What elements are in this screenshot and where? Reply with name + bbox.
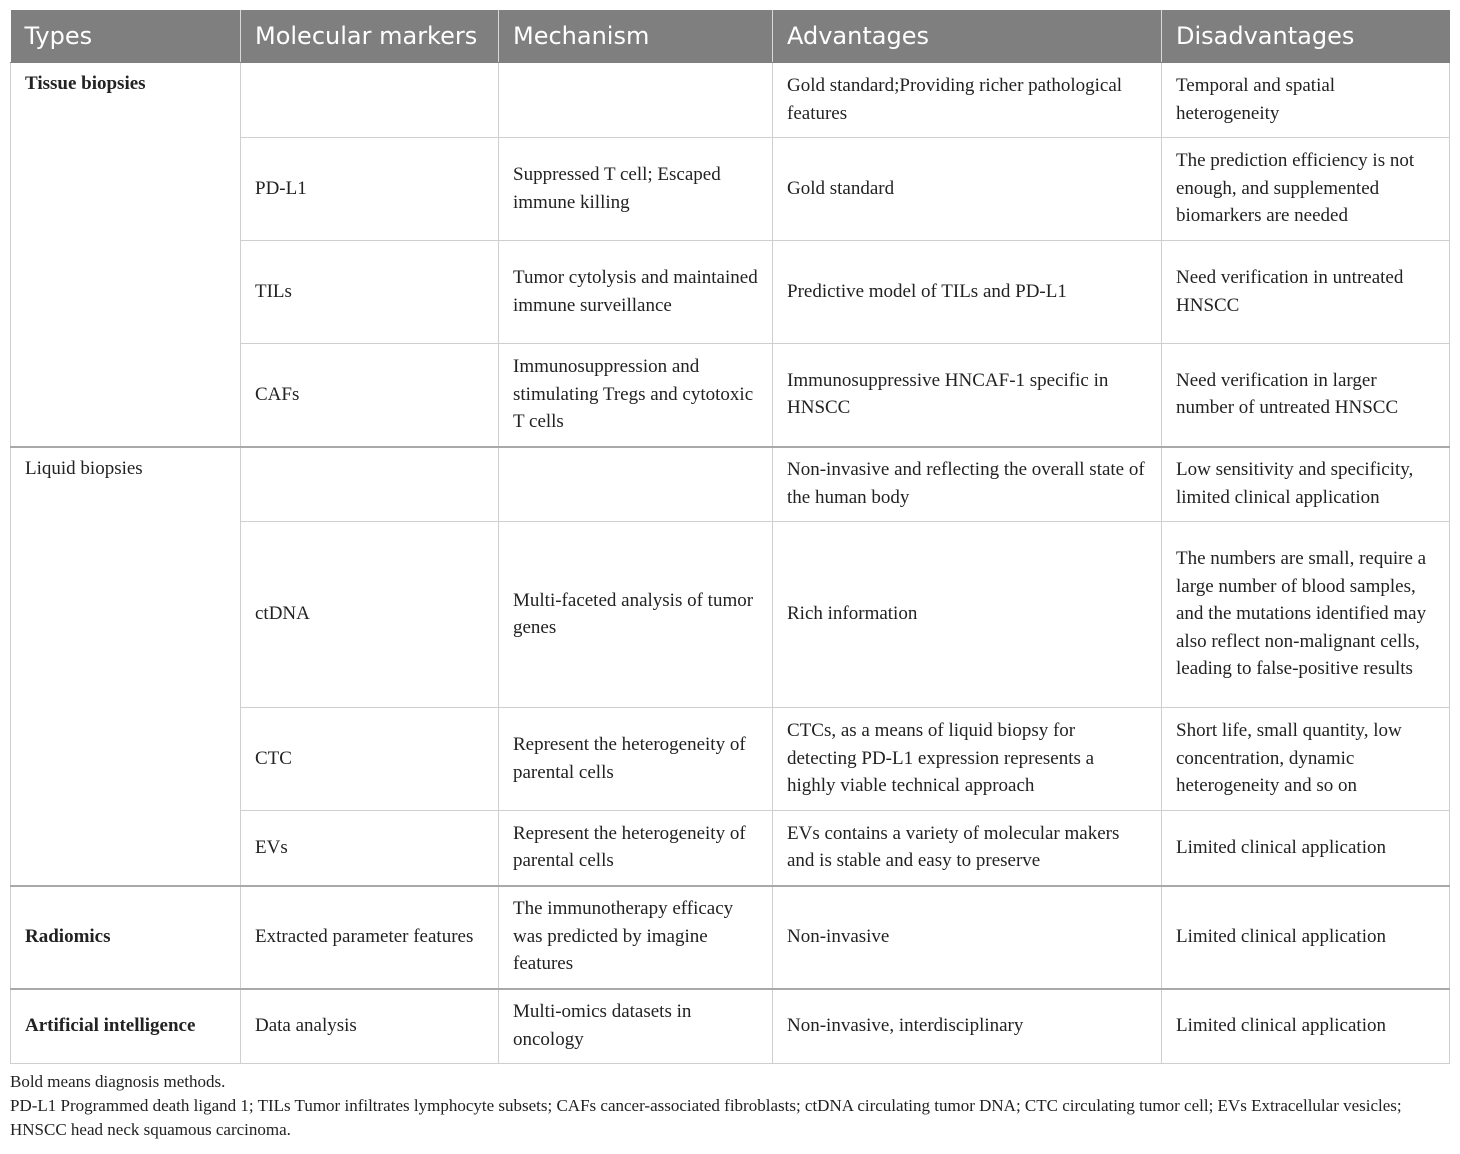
disadvantages-cell: Temporal and spatial heterogeneity bbox=[1162, 63, 1450, 138]
advantages-cell: Immunosuppressive HNCAF-1 specific in HNSCC bbox=[773, 344, 1162, 447]
advantages-cell: Non-invasive bbox=[773, 886, 1162, 989]
marker-cell: CAFs bbox=[241, 344, 499, 447]
marker-cell: Data analysis bbox=[241, 989, 499, 1064]
advantages-cell: Non-invasive, interdisciplinary bbox=[773, 989, 1162, 1064]
mechanism-cell: Multi-faceted analysis of tumor genes bbox=[499, 522, 773, 708]
marker-cell: TILs bbox=[241, 241, 499, 344]
disadvantages-cell: Limited clinical application bbox=[1162, 886, 1450, 989]
header-mechanism: Mechanism bbox=[499, 10, 773, 63]
advantages-cell: Non-invasive and reflecting the overall state of the human body bbox=[773, 447, 1162, 522]
table-row bbox=[11, 989, 1450, 1064]
header-disadvantages: Disadvantages bbox=[1162, 10, 1450, 63]
mechanism-cell: Immunosuppression and stimulating Tregs and cytotoxic T cells bbox=[499, 344, 773, 447]
mechanism-cell: Multi-omics datasets in oncology bbox=[499, 989, 773, 1064]
type-cell-radiomics: Radiomics bbox=[11, 886, 241, 989]
marker-cell: EVs bbox=[241, 811, 499, 886]
table-row bbox=[11, 447, 1450, 522]
header-molecular-markers: Molecular markers bbox=[241, 10, 499, 63]
disadvantages-cell: Short life, small quantity, low concentration, dynamic heterogeneity and so on bbox=[1162, 708, 1450, 811]
advantages-cell: Gold standard;Providing richer pathological features bbox=[773, 63, 1162, 138]
disadvantages-cell: Limited clinical application bbox=[1162, 811, 1450, 886]
advantages-cell: Gold standard bbox=[773, 138, 1162, 241]
marker-cell: ctDNA bbox=[241, 522, 499, 708]
marker-cell bbox=[241, 63, 499, 138]
marker-cell: PD-L1 bbox=[241, 138, 499, 241]
marker-cell: CTC bbox=[241, 708, 499, 811]
table-row bbox=[11, 886, 1450, 989]
mechanism-cell: Tumor cytolysis and maintained immune surveillance bbox=[499, 241, 773, 344]
mechanism-cell: Represent the heterogeneity of parental cells bbox=[499, 708, 773, 811]
disadvantages-cell: Need verification in untreated HNSCC bbox=[1162, 241, 1450, 344]
disadvantages-cell: The prediction efficiency is not enough, and supplemented biomarkers are needed bbox=[1162, 138, 1450, 241]
comparison-table bbox=[10, 10, 1450, 1064]
mechanism-cell: The immunotherapy efficacy was predicted by imagine features bbox=[499, 886, 773, 989]
table-container bbox=[10, 10, 1449, 1064]
marker-cell: Extracted parameter features bbox=[241, 886, 499, 989]
type-cell-tissue-biopsies: Tissue biopsies bbox=[11, 63, 241, 447]
disadvantages-cell: Limited clinical application bbox=[1162, 989, 1450, 1064]
mechanism-cell: Suppressed T cell; Escaped immune killing bbox=[499, 138, 773, 241]
mechanism-cell bbox=[499, 63, 773, 138]
mechanism-cell: Represent the heterogeneity of parental cells bbox=[499, 811, 773, 886]
disadvantages-cell: Need verification in larger number of untreated HNSCC bbox=[1162, 344, 1450, 447]
header-row bbox=[11, 10, 1450, 63]
abbreviations-note: PD-L1 Programmed death ligand 1; TILs Tumor infiltrates lymphocyte subsets; CAFs cancer-associated fibroblasts; ctDNA circulating tumor DNA; CTC circulating tumor cell; EVs Extracellular vesicles; HNSCC head neck squamous carcinoma. bbox=[10, 1096, 1402, 1139]
type-cell-artificial-intelligence: Artificial intelligence bbox=[11, 989, 241, 1064]
mechanism-cell bbox=[499, 447, 773, 522]
header-advantages: Advantages bbox=[773, 10, 1162, 63]
disadvantages-cell: The numbers are small, require a large number of blood samples, and the mutations identified may also reflect non-malignant cells, leading to false-positive results bbox=[1162, 522, 1450, 708]
table-footnotes bbox=[10, 1070, 1450, 1142]
disadvantages-cell: Low sensitivity and specificity, limited clinical application bbox=[1162, 447, 1450, 522]
type-cell-liquid-biopsies: Liquid biopsies bbox=[11, 447, 241, 886]
advantages-cell: Rich information bbox=[773, 522, 1162, 708]
advantages-cell: EVs contains a variety of molecular makers and is stable and easy to preserve bbox=[773, 811, 1162, 886]
table-row bbox=[11, 63, 1450, 138]
bold-note: Bold means diagnosis methods. bbox=[10, 1072, 226, 1091]
marker-cell bbox=[241, 447, 499, 522]
advantages-cell: Predictive model of TILs and PD-L1 bbox=[773, 241, 1162, 344]
header-types: Types bbox=[11, 10, 241, 63]
advantages-cell: CTCs, as a means of liquid biopsy for detecting PD-L1 expression represents a highly viable technical approach bbox=[773, 708, 1162, 811]
